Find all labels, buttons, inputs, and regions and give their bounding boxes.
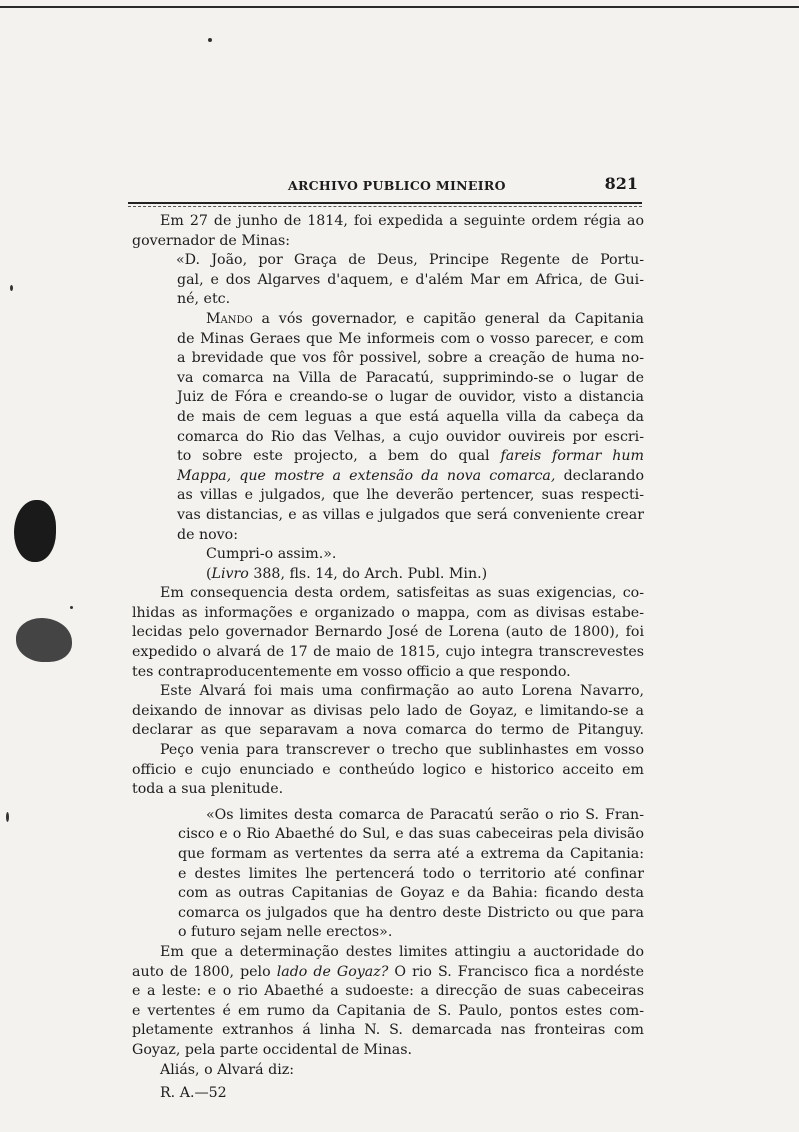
quoted-line: e destes limites lhe pertencerá todo o territorio até confinar	[178, 865, 644, 882]
text-line: governador de Minas:	[132, 232, 291, 249]
ink-speck	[6, 812, 9, 822]
text-line: officio e cujo enunciado e contheúdo logico e historico acceito em	[132, 761, 644, 778]
italic-phrase: Mappa, que mostre a extensão da nova comarca,	[177, 467, 556, 484]
text-line: Em consequencia desta ordem, satisfeitas as suas exigencias, co-	[160, 585, 644, 602]
quoted-line: cisco e o Rio Abaethé do Sul, e das suas cabeceiras pela divisão	[178, 826, 644, 843]
small-caps-word: Mando	[206, 310, 253, 327]
quoted-line: de Minas Geraes que Me informeis com o vosso parecer, e com	[177, 330, 644, 347]
text-line: Este Alvará foi mais uma confirmação ao auto Lorena Navarro,	[160, 683, 644, 700]
quoted-line: comarca os julgados que ha dentro deste Districto ou que para	[178, 904, 644, 921]
quoted-line: comarca do Rio das Velhas, a cujo ouvidor ouvireis por escri-	[177, 428, 644, 445]
quoted-line: vas distancias, e as villas e julgados que será conveniente crear	[177, 506, 644, 523]
text-line: toda a sua plenitude.	[132, 781, 284, 798]
text-line: Peço venia para transcrever o trecho que sublinhastes em vosso	[160, 742, 644, 759]
ink-speck	[10, 285, 13, 291]
text-line: lhidas as informações e organizado o mappa, com as divisas estabe-	[132, 604, 644, 621]
text-line: tes contraproducentemente em vosso officio a que respondo.	[132, 663, 571, 680]
text-line: lecidas pelo governador Bernardo José de Lorena (auto de 1800), foi	[132, 624, 644, 641]
text-line: e a leste: e o rio Abaethé a sudoeste: a direcção de suas cabeceiras	[132, 983, 644, 1000]
quoted-line: de mais de cem leguas a que está aquella villa da cabeça da	[177, 408, 644, 425]
ink-blot	[14, 500, 56, 562]
text-line: e vertentes é em rumo da Capitania de S. Paulo, pontos estes com-	[132, 1002, 644, 1019]
quoted-line: com as outras Capitanias de Goyaz e da Bahia: ficando desta	[178, 885, 644, 902]
text-line: deixando de innovar as divisas pelo lado de Goyaz, e limitando-se a	[132, 702, 644, 719]
ink-speck	[208, 38, 212, 42]
quoted-line: va comarca na Villa de Paracatú, supprimindo-se o lugar de	[177, 369, 644, 386]
text-line: declarar as que separavam a nova comarca do termo de Pitanguy.	[132, 722, 644, 739]
citation-line: (Livro 388, fls. 14, do Arch. Publ. Min.)	[206, 565, 488, 582]
quoted-line: Mando a vós governador, e capitão general da Capitania	[206, 310, 644, 327]
quoted-line: que formam as vertentes da serra até a extrema da Capitania:	[178, 846, 644, 862]
quoted-line: Mappa, que mostre a extensão da nova comarca, declarando	[177, 467, 644, 484]
quoted-line: «Os limites desta comarca de Paracatú serão o rio S. Fran-	[206, 806, 644, 823]
ink-speck	[70, 606, 73, 609]
quoted-line: as villas e julgados, que lhe deverão pertencer, suas respecti-	[177, 487, 644, 504]
header-rule	[128, 202, 642, 204]
text-line: Aliás, o Alvará diz:	[160, 1061, 295, 1078]
quoted-line: né, etc.	[177, 291, 231, 308]
page-number: 821	[604, 174, 638, 193]
quoted-line: Juiz de Fóra e creando-se o lugar de ouvidor, visto a distancia	[177, 389, 644, 406]
ink-blot	[16, 618, 72, 662]
italic-word: Livro	[211, 565, 249, 582]
quoted-line: a brevidade que vos fôr possivel, sobre a creação de huma no-	[177, 350, 644, 367]
running-title: ARCHIVO PUBLICO MINEIRO	[288, 178, 506, 193]
signature-mark: R. A.—52	[160, 1085, 227, 1102]
italic-phrase: fareis formar hum	[500, 448, 644, 465]
italic-phrase: lado de Goyaz?	[276, 963, 389, 980]
page-body	[132, 212, 644, 1104]
quoted-line: «D. João, por Graça de Deus, Principe Regente de Portu-	[176, 252, 644, 269]
text-line: Em que a determinação destes limites attingiu a auctoridade do	[160, 943, 644, 960]
quoted-line: gal, e dos Algarves d'aquem, e d'além Mar em Africa, de Gui-	[177, 271, 644, 288]
text-line: Goyaz, pela parte occidental de Minas.	[132, 1041, 412, 1058]
quoted-line: de novo:	[177, 526, 239, 543]
quoted-line: Cumpri-o assim.».	[206, 546, 337, 563]
quoted-line: o futuro sejam nelle erectos».	[178, 924, 393, 941]
text-line: expedido o alvará de 17 de maio de 1815, cujo integra transcrevestes	[132, 644, 644, 661]
quoted-line: to sobre este projecto, a bem do qual fareis formar hum	[177, 448, 644, 465]
text-line: auto de 1800, pelo lado de Goyaz? O rio S. Francisco fica a nordéste	[132, 963, 644, 980]
page-header	[128, 172, 638, 200]
text-line: Em 27 de junho de 1814, foi expedida a seguinte ordem régia ao	[160, 213, 644, 229]
top-edge-rule	[0, 6, 799, 8]
header-rule-secondary	[128, 206, 642, 207]
text-line: pletamente extranhos á linha N. S. demarcada nas fronteiras com	[132, 1022, 644, 1039]
